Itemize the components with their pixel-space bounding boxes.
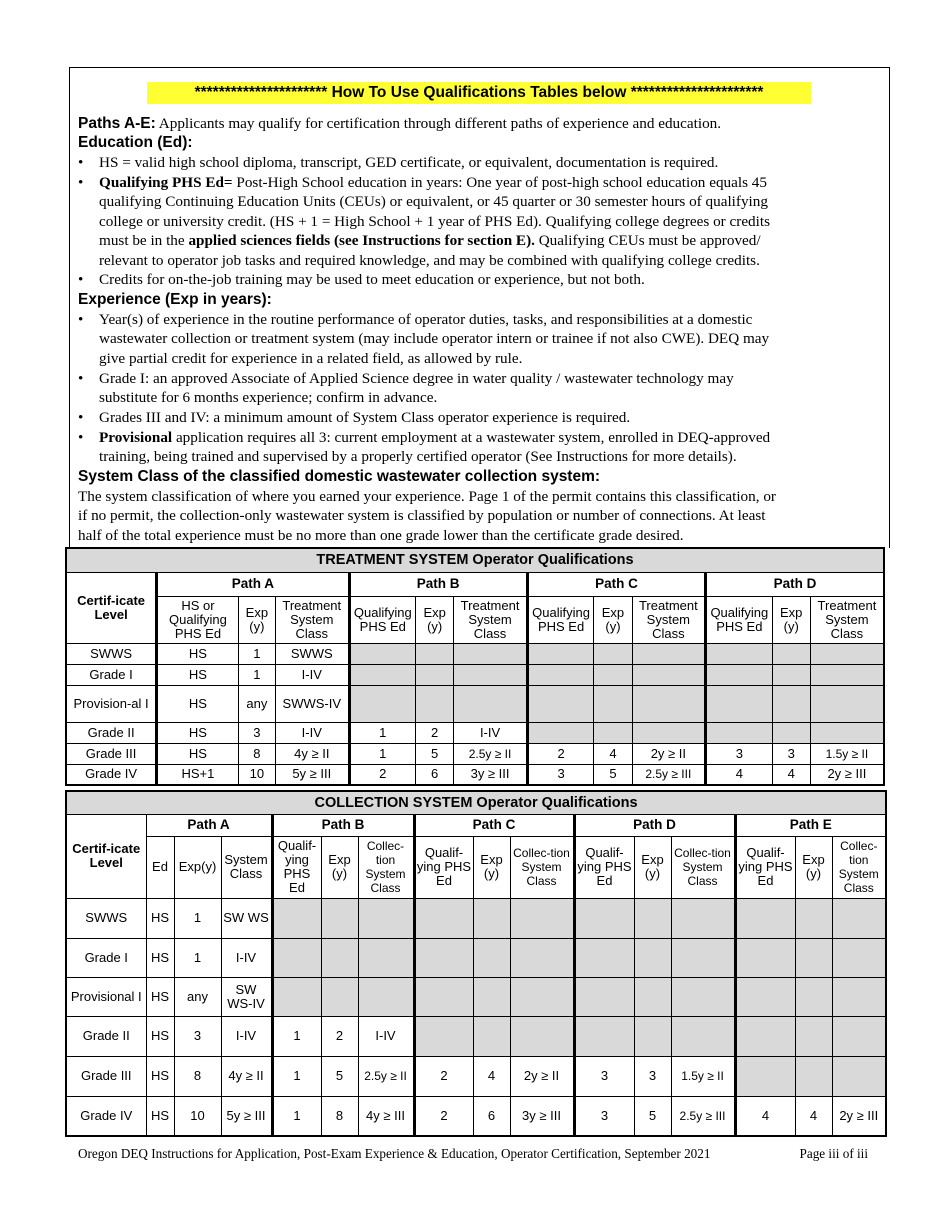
table-cell (527, 722, 593, 743)
table-cell (632, 664, 706, 685)
column-header: Collec-tion System Class (832, 836, 886, 898)
path-header: Path B (349, 572, 527, 596)
table-cell (810, 664, 884, 685)
table-cell (473, 977, 510, 1016)
table-cell: 4y ≥ II (276, 743, 350, 764)
table-cell (454, 685, 528, 722)
table-cell: 1 (349, 743, 415, 764)
table-row (66, 898, 886, 938)
table-cell: 1 (272, 1096, 321, 1136)
table-cell (795, 898, 832, 938)
table-cell (735, 938, 795, 977)
table-cell: 3 (238, 722, 275, 743)
table-cell (321, 898, 358, 938)
table-cell (594, 722, 632, 743)
system-class-heading: System Class of the classified domestic wastewater collection system: (78, 468, 601, 485)
education-heading: Education (Ed): (78, 134, 193, 151)
table-cell (416, 643, 454, 664)
education-bullet-phs (99, 173, 899, 193)
cert-level-cell: Grade I (66, 664, 157, 685)
table-cell (272, 938, 321, 977)
system-class-line-1: The system classification of where you earned your experience. Page 1 of the permit contains this classification, or (78, 488, 776, 505)
column-header: Collec-tion System Class (671, 836, 735, 898)
how-to-banner: ********************** How To Use Qualifications Tables below ********************** (147, 82, 811, 104)
table-cell (349, 643, 415, 664)
table-cell (414, 938, 473, 977)
table-cell (632, 643, 706, 664)
path-header: Path D (706, 572, 884, 596)
table-cell (706, 685, 772, 722)
path-header: Path B (272, 814, 414, 836)
table-cell: 4 (594, 743, 632, 764)
table-cell (574, 938, 634, 977)
table-cell: 5 (594, 764, 632, 785)
bullet-icon: • (78, 174, 84, 191)
column-header: Qualif-ying PHS Ed (272, 836, 321, 898)
treatment-table-body (66, 643, 884, 785)
column-header: Treatment System Class (632, 596, 706, 643)
table-cell: any (238, 685, 275, 722)
table-cell (321, 977, 358, 1016)
table-cell (832, 1056, 886, 1096)
table-cell: 8 (238, 743, 275, 764)
table-cell: 2y ≥ II (632, 743, 706, 764)
cert-level-cell: Grade IV (66, 764, 157, 785)
table-cell: 8 (174, 1056, 221, 1096)
table-cell (810, 643, 884, 664)
table-cell: 3 (634, 1056, 671, 1096)
table-cell (574, 1016, 634, 1056)
table-cell (772, 685, 810, 722)
experience-bullet-grade1: Grade I: an approved Associate of Applied Science degree in water quality / wastewater technology may (99, 370, 734, 387)
table-cell: HS (157, 664, 239, 685)
table-cell: HS (146, 1056, 174, 1096)
table-cell (832, 1016, 886, 1056)
table-cell: any (174, 977, 221, 1016)
table-cell (594, 643, 632, 664)
table-cell (510, 938, 574, 977)
table-cell: I-IV (276, 722, 350, 743)
bullet-icon: • (78, 429, 84, 446)
table-cell (810, 685, 884, 722)
table-cell (358, 898, 414, 938)
table-cell (321, 938, 358, 977)
column-header: Qualifying PHS Ed (349, 596, 415, 643)
column-header: Exp (y) (416, 596, 454, 643)
table-cell (832, 938, 886, 977)
column-header: Exp (y) (795, 836, 832, 898)
table-cell (632, 685, 706, 722)
table-cell (795, 938, 832, 977)
system-class-line-3: half of the total experience must be no more than one grade lower than the certificate grade desired. (78, 527, 684, 544)
table-row (66, 722, 884, 743)
table-cell (510, 977, 574, 1016)
table-cell: 1 (238, 643, 275, 664)
column-header: Qualif-ying PHS Ed (414, 836, 473, 898)
column-header: Qualifying PHS Ed (706, 596, 772, 643)
phs-label: Qualifying PHS Ed= (99, 174, 233, 191)
table-cell: 4y ≥ II (221, 1056, 272, 1096)
education-phs-line-5: relevant to operator job tasks and required knowledge, and may be combined with qualifying college credits. (99, 252, 760, 269)
table-cell: HS (157, 722, 239, 743)
table-cell: 1.5y ≥ II (671, 1056, 735, 1096)
table-cell (772, 664, 810, 685)
table-cell (634, 898, 671, 938)
table-cell (349, 685, 415, 722)
path-header: Path C (527, 572, 705, 596)
table-cell (634, 1016, 671, 1056)
column-header: Exp (y) (634, 836, 671, 898)
table-cell (527, 685, 593, 722)
table-cell (473, 898, 510, 938)
table-cell: 2 (414, 1056, 473, 1096)
table-cell: 5 (634, 1096, 671, 1136)
education-phs-line-4 (99, 231, 899, 251)
table-cell (473, 1016, 510, 1056)
education-phs-line-2: qualifying Continuing Education Units (CEUs) or equivalent, or 45 quarter or 30 semester hours of qualifying (99, 193, 768, 210)
table-cell: 4 (706, 764, 772, 785)
table-cell: 3y ≥ III (510, 1096, 574, 1136)
table-cell: 5 (416, 743, 454, 764)
table-cell: 2.5y ≥ II (358, 1056, 414, 1096)
column-header: Treatment System Class (454, 596, 528, 643)
table-cell (634, 938, 671, 977)
experience-years-line-3: give partial credit for experience in a related field, as allowed by rule. (99, 350, 523, 367)
table-cell (706, 722, 772, 743)
table-cell: 10 (238, 764, 275, 785)
table-cell: HS (157, 685, 239, 722)
table-cell: 3 (174, 1016, 221, 1056)
treatment-table-title: TREATMENT SYSTEM Operator Qualifications (66, 548, 884, 572)
collection-table-body (66, 898, 886, 1136)
table-cell: I-IV (221, 1016, 272, 1056)
table-cell: 4 (473, 1056, 510, 1096)
page-footer (78, 1145, 868, 1163)
cert-level-cell: SWWS (66, 643, 157, 664)
table-row (66, 643, 884, 664)
table-cell (358, 977, 414, 1016)
table-cell (349, 664, 415, 685)
column-header: Qualif-ying PHS Ed (735, 836, 795, 898)
cert-level-cell: SWWS (66, 898, 146, 938)
table-cell: 1 (272, 1016, 321, 1056)
table-cell (810, 722, 884, 743)
cert-level-cell: Grade III (66, 743, 157, 764)
table-cell (510, 1016, 574, 1056)
table-cell: SWWS-IV (276, 685, 350, 722)
table-cell (706, 643, 772, 664)
cert-level-cell: Grade I (66, 938, 146, 977)
applied-sciences-note: applied sciences fields (see Instructions for section E). (188, 232, 535, 249)
table-cell (594, 664, 632, 685)
table-cell: 4 (795, 1096, 832, 1136)
table-cell (795, 1056, 832, 1096)
table-cell: 2y ≥ III (810, 764, 884, 785)
table-cell: 4 (735, 1096, 795, 1136)
table-cell: HS+1 (157, 764, 239, 785)
table-cell: 2 (321, 1016, 358, 1056)
footer-text: Oregon DEQ Instructions for Application, Post-Exam Experience & Education, Operator Certification, September 2021 (78, 1146, 711, 1161)
table-cell (272, 898, 321, 938)
experience-bullet-grades34: Grades III and IV: a minimum amount of System Class operator experience is required. (99, 409, 631, 426)
page-number: Page iii of iii (799, 1146, 868, 1161)
collection-qualifications-table (65, 790, 887, 1137)
column-header: Ed (146, 836, 174, 898)
table-cell: SWWS (276, 643, 350, 664)
table-cell: HS (146, 898, 174, 938)
bullet-icon: • (78, 370, 84, 387)
bullet-icon: • (78, 271, 84, 288)
treatment-qualifications-table (65, 547, 885, 786)
paths-text: Applicants may qualify for certification through different paths of experience and education. (155, 115, 722, 132)
bullet-icon: • (78, 311, 84, 328)
table-cell: 2.5y ≥ II (454, 743, 528, 764)
provisional-label: Provisional (99, 429, 173, 446)
table-cell (671, 938, 735, 977)
table-cell (416, 685, 454, 722)
experience-provisional-line-2: training, being trained and supervised by a properly certified operator (See Instructions for more details). (99, 448, 737, 465)
path-header: Path E (735, 814, 886, 836)
table-cell: 1 (272, 1056, 321, 1096)
cert-level-cell: Provisional I (66, 977, 146, 1016)
table-cell: 6 (416, 764, 454, 785)
table-cell: 8 (321, 1096, 358, 1136)
table-cell: 1 (174, 898, 221, 938)
path-header: Path D (574, 814, 735, 836)
table-cell (832, 898, 886, 938)
phs-text: Post-High School education in years: One year of post-high school education equals 45 (232, 174, 767, 191)
table-cell: 3y ≥ III (454, 764, 528, 785)
table-cell (772, 722, 810, 743)
cert-level-cell: Grade II (66, 722, 157, 743)
path-header: Path C (414, 814, 574, 836)
table-cell (671, 1016, 735, 1056)
table-row (66, 977, 886, 1016)
provisional-text: application requires all 3: current employment at a wastewater system, enrolled in DEQ-approved (172, 429, 771, 446)
table-cell: SW WS (221, 898, 272, 938)
table-cell: I-IV (358, 1016, 414, 1056)
table-cell: I-IV (276, 664, 350, 685)
experience-bullet-years: Year(s) of experience in the routine performance of operator duties, tasks, and responsibilities at a domestic (99, 311, 753, 328)
table-cell: 3 (574, 1056, 634, 1096)
table-cell: 2y ≥ III (832, 1096, 886, 1136)
table-cell: 2 (414, 1096, 473, 1136)
column-header: Qualif-ying PHS Ed (574, 836, 634, 898)
table-cell (527, 643, 593, 664)
column-header: Qualifying PHS Ed (527, 596, 593, 643)
education-phs-line-3: college or university credit. (HS + 1 = High School + 1 year of PHS Ed). Qualifying college degrees or credits (99, 213, 771, 230)
phs-text: Qualifying CEUs must be approved/ (534, 232, 761, 249)
table-cell: 1 (174, 938, 221, 977)
bullet-icon: • (78, 154, 84, 171)
table-cell: 2 (527, 743, 593, 764)
table-cell (454, 664, 528, 685)
table-cell: HS (146, 977, 174, 1016)
table-cell (510, 898, 574, 938)
table-cell: 2 (349, 764, 415, 785)
column-header: HS or Qualifying PHS Ed (157, 596, 239, 643)
table-row (66, 764, 884, 785)
phs-text: must be in the (99, 232, 189, 249)
column-header: Exp (y) (594, 596, 632, 643)
table-cell (795, 1016, 832, 1056)
table-cell: I-IV (221, 938, 272, 977)
cert-level-cell: Provision-al I (66, 685, 157, 722)
column-header: Exp(y) (174, 836, 221, 898)
table-cell: 5y ≥ III (276, 764, 350, 785)
table-cell (574, 977, 634, 1016)
column-header: Collec-tion System Class (510, 836, 574, 898)
table-cell: I-IV (454, 722, 528, 743)
table-cell: 1 (238, 664, 275, 685)
table-cell (414, 898, 473, 938)
cert-level-header: Certif-icate Level (66, 572, 157, 643)
table-cell (735, 898, 795, 938)
table-cell: 5 (321, 1056, 358, 1096)
table-cell: SW WS-IV (221, 977, 272, 1016)
column-header: Exp (y) (772, 596, 810, 643)
table-cell: HS (157, 643, 239, 664)
table-row (66, 938, 886, 977)
column-header: System Class (221, 836, 272, 898)
system-class-line-2: if no permit, the collection-only wastewater system is classified by population or number of connections. At least (78, 507, 766, 524)
path-header: Path A (157, 572, 349, 596)
table-cell (772, 643, 810, 664)
education-bullet-hs: HS = valid high school diploma, transcript, GED certificate, or equivalent, documentation is required. (99, 154, 719, 171)
table-cell: HS (146, 938, 174, 977)
table-cell: 2y ≥ II (510, 1056, 574, 1096)
table-cell (473, 938, 510, 977)
column-header: Treatment System Class (810, 596, 884, 643)
table-cell: HS (146, 1016, 174, 1056)
table-cell: HS (146, 1096, 174, 1136)
table-cell: 1 (349, 722, 415, 743)
table-cell (414, 1016, 473, 1056)
table-row (66, 1056, 886, 1096)
table-cell: 3 (574, 1096, 634, 1136)
table-cell (358, 938, 414, 977)
cert-level-cell: Grade II (66, 1016, 146, 1056)
table-cell (272, 977, 321, 1016)
cert-level-cell: Grade III (66, 1056, 146, 1096)
table-cell (706, 664, 772, 685)
table-cell: 3 (527, 764, 593, 785)
table-cell (832, 977, 886, 1016)
table-cell: 2.5y ≥ III (632, 764, 706, 785)
table-cell: 2 (416, 722, 454, 743)
table-cell: 10 (174, 1096, 221, 1136)
table-cell: HS (157, 743, 239, 764)
table-cell (574, 898, 634, 938)
column-header: Collec-tion System Class (358, 836, 414, 898)
table-cell: 4y ≥ III (358, 1096, 414, 1136)
table-cell (634, 977, 671, 1016)
table-row (66, 743, 884, 764)
column-header: Exp (y) (238, 596, 275, 643)
table-cell (594, 685, 632, 722)
table-row (66, 664, 884, 685)
paths-paragraph (78, 114, 878, 134)
cert-level-header: Certif-icate Level (66, 814, 146, 898)
table-cell: 5y ≥ III (221, 1096, 272, 1136)
table-cell (735, 1016, 795, 1056)
table-cell (735, 977, 795, 1016)
table-row (66, 1096, 886, 1136)
table-cell (795, 977, 832, 1016)
table-cell (671, 977, 735, 1016)
table-cell: 4 (772, 764, 810, 785)
education-bullet-credits: Credits for on-the-job training may be used to meet education or experience, but not both. (99, 271, 645, 288)
table-cell (632, 722, 706, 743)
experience-bullet-provisional (99, 428, 899, 448)
table-cell (454, 643, 528, 664)
path-header: Path A (146, 814, 272, 836)
table-cell: 2.5y ≥ III (671, 1096, 735, 1136)
table-cell (416, 664, 454, 685)
table-cell: 6 (473, 1096, 510, 1136)
column-header: Exp (y) (321, 836, 358, 898)
cert-level-cell: Grade IV (66, 1096, 146, 1136)
table-row (66, 685, 884, 722)
table-cell (671, 898, 735, 938)
experience-heading: Experience (Exp in years): (78, 291, 272, 308)
table-cell: 3 (772, 743, 810, 764)
experience-years-line-2: wastewater collection or treatment system (may include operator intern or trainee if not also CWE). DEQ may (99, 330, 770, 347)
paths-label: Paths A-E: (78, 115, 156, 132)
column-header: Exp (y) (473, 836, 510, 898)
table-cell (414, 977, 473, 1016)
table-cell: 1.5y ≥ II (810, 743, 884, 764)
table-cell (735, 1056, 795, 1096)
table-row (66, 1016, 886, 1056)
column-header: Treatment System Class (276, 596, 350, 643)
table-cell: 3 (706, 743, 772, 764)
bullet-icon: • (78, 409, 84, 426)
collection-table-title: COLLECTION SYSTEM Operator Qualifications (66, 791, 886, 814)
experience-grade1-line-2: substitute for 6 months experience; confirm in advance. (99, 389, 438, 406)
table-cell (527, 664, 593, 685)
